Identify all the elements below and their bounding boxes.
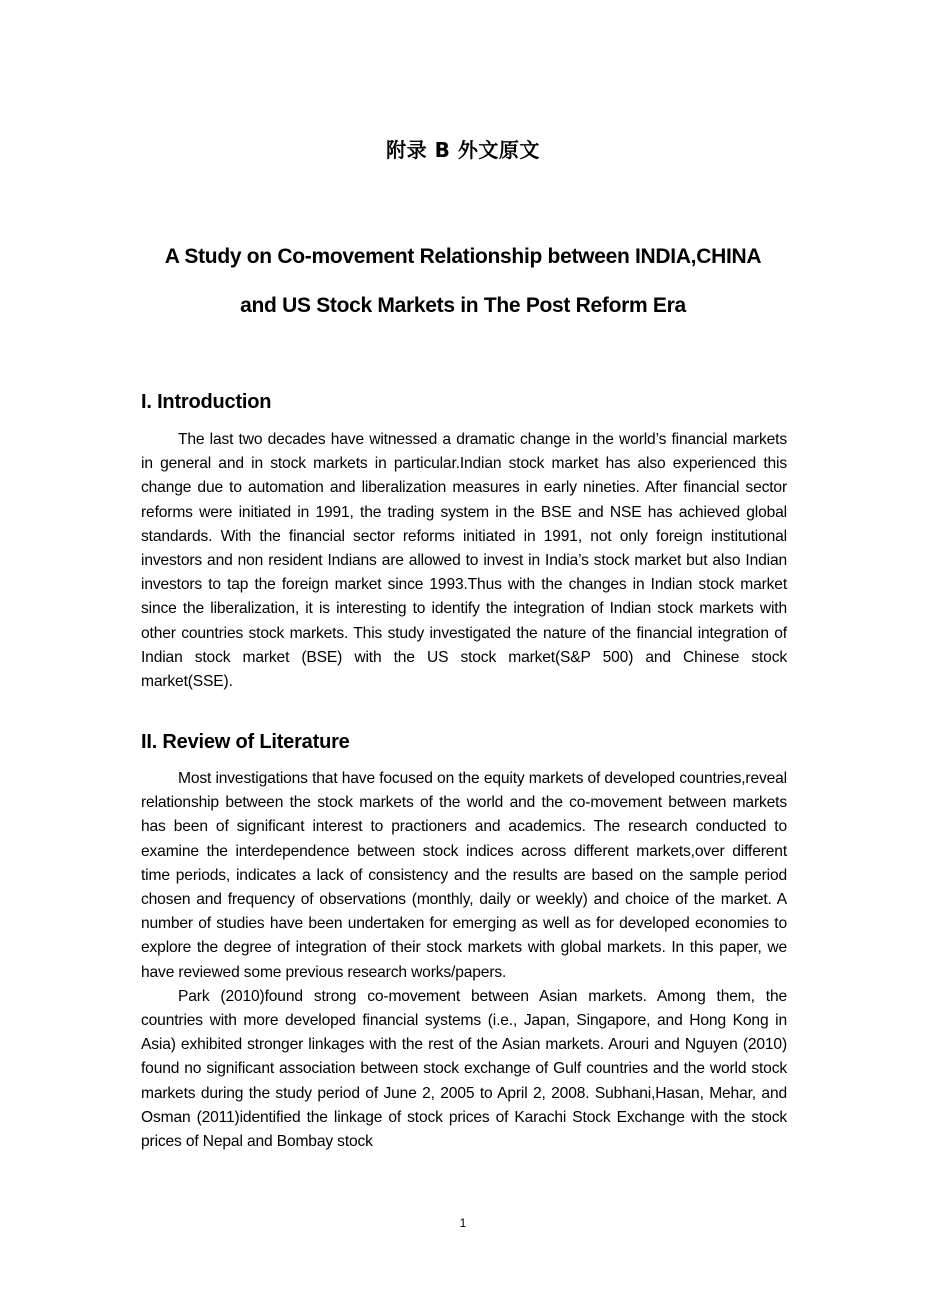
section-body-introduction xyxy=(141,428,787,694)
paragraph: Most investigations that have focused on the equity markets of developed countries,reveal relationship between the stock markets of the world and the co-movement between markets has been of significant interest to practioners and academics. The research conducted to examine the interdependence between stock indices across different markets,over different time periods, indicates a lack of consistency and the results are based on the sample period chosen and frequency of observations (monthly, daily or weekly) and choice of the market. A number of studies have been undertaken for emerging as well as for developed economies to explore the degree of integration of their stock markets with global markets. In this paper, we have reviewed some previous research works/papers. xyxy=(141,770,787,981)
section-heading-introduction: I. Introduction xyxy=(141,391,272,413)
page-number: 1 xyxy=(459,1216,467,1230)
section-heading-review-of-literature: II. Review of Literature xyxy=(141,731,350,753)
paragraph: Park (2010)found strong co-movement between Asian markets. Among them, the countries with more developed financial systems (i.e., Japan, Singapore, and Hong Kong in Asia) exhibited stronger linkages with the rest of the Asian markets. Arouri and Nguyen (2010) found no significant association between stock exchange of Gulf countries and the world stock markets during the study period of June 2, 2005 to April 2, 2008. Subhani,Hasan, Mehar, and Osman (2011)identified the linkage of stock prices of Karachi Stock Exchange with the stock prices of Nepal and Bombay stock xyxy=(141,987,787,1151)
paper-title-line-2: and US Stock Markets in The Post Reform Era xyxy=(240,294,686,317)
paper-title-line-1: A Study on Co-movement Relationship between INDIA,CHINA xyxy=(164,245,762,268)
paragraph: The last two decades have witnessed a dramatic change in the world’s financial markets in general and in stock markets in particular.Indian stock market has also experienced this change due to automation and liberalization measures in early nineties. After financial sector reforms were initiated in 1991, the trading system in the BSE and NSE has achieved global standards. With the financial sector reforms initiated in 1991, not only foreign institutional investors and non resident Indians are allowed to invest in India’s stock market but also Indian investors to tap the foreign market since 1993.Thus with the changes in Indian stock market since the liberalization, it is interesting to identify the integration of Indian stock markets with other countries stock markets. This study investigated the nature of the financial integration of Indian stock market (BSE) with the US stock market(S&P 500) and Chinese stock market(SSE). xyxy=(141,431,787,691)
appendix-title: 附录 B 外文原文 xyxy=(386,138,540,162)
section-body-review-of-literature xyxy=(141,767,787,1154)
